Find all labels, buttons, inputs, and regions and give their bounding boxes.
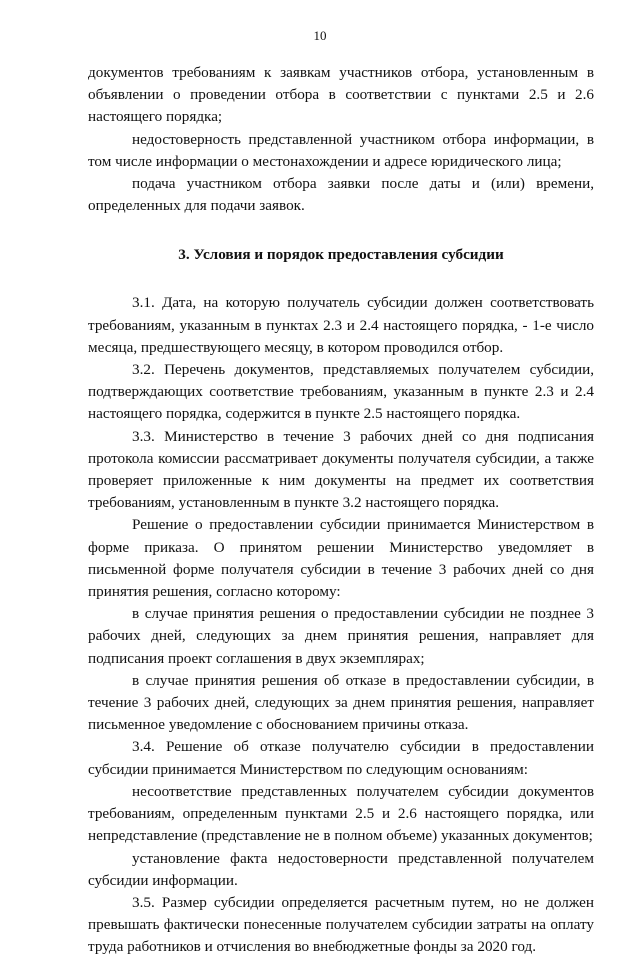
paragraph: недостоверность представленной участником отбора информации, в том числе информации о местонахождении и адресе юридического лица; (88, 130, 594, 170)
paragraph-3-3: 3.3. Министерство в течение 3 рабочих дней со дня подписания протокола комиссии рассматривает документы получателя субсидии, а также проверяет приложенные к ним документы на предмет их соответствия требованиям, установленным в пункте 3.2 настоящего порядка. (88, 427, 594, 512)
page-number: 10 (313, 28, 327, 43)
paragraph-refusal-case: в случае принятия решения об отказе в предоставлении субсидии, в течение 3 рабочих дней, следующих за днем принятия решения, направляет письменное уведомление с обоснованием причины отказа. (88, 671, 594, 734)
section-heading: 3. Условия и порядок предоставления субсидии (178, 246, 504, 264)
paragraph-refusal-ground-1: несоответствие представленных получателем субсидии документов требованиям, определенным пунктами 2.5 и 2.6 настоящего порядка, или непредставление (представление не в полном объеме) указанных документов; (88, 782, 594, 845)
paragraph-3-5: 3.5. Размер субсидии определяется расчетным путем, но не должен превышать фактически понесенные получателем субсидии затраты на оплату труда работников и отчисления во внебюджетные фонды за 2020 год. (88, 893, 594, 956)
paragraph-approval-case: в случае принятия решения о предоставлении субсидии не позднее 3 рабочих дней, следующих за днем принятия решения, направляет для подписания проект соглашения в двух экземплярах; (88, 605, 594, 667)
paragraph-3-1: 3.1. Дата, на которую получатель субсидии должен соответствовать требованиям, указанным в пунктах 2.3 и 2.4 настоящего порядка, - 1-е число месяца, предшествующего месяцу, в котором проводился отбор. (88, 294, 594, 356)
paragraph-3-2: 3.2. Перечень документов, представляемых получателем субсидии, подтверждающих соответствие требованиям, указанным в пункте 2.3 и 2.4 настоящего порядка, содержится в пункте 2.5 настоящего порядка. (88, 361, 594, 423)
document-body (88, 62, 594, 959)
paragraph-3-4: 3.4. Решение об отказе получателю субсидии в предоставлении субсидии принимается Министерством по следующим основаниям: (88, 738, 594, 778)
paragraph-refusal-ground-2: установление факта недостоверности представленной получателем субсидии информации. (88, 849, 594, 889)
paragraph-continuation: документов требованиям к заявкам участников отбора, установленным в объявлении о проведении отбора в соответствии с пунктами 2.5 и 2.6 настоящего порядка; (88, 64, 594, 126)
paragraph: подача участником отбора заявки после даты и (или) времени, определенных для подачи заявок. (88, 175, 594, 215)
paragraph-decision: Решение о предоставлении субсидии принимается Министерством в форме приказа. О принятом решении Министерство уведомляет в письменной форме получателя субсидии в течение 3 рабочих дней со дня принятия решения, согласно которому: (88, 516, 594, 601)
